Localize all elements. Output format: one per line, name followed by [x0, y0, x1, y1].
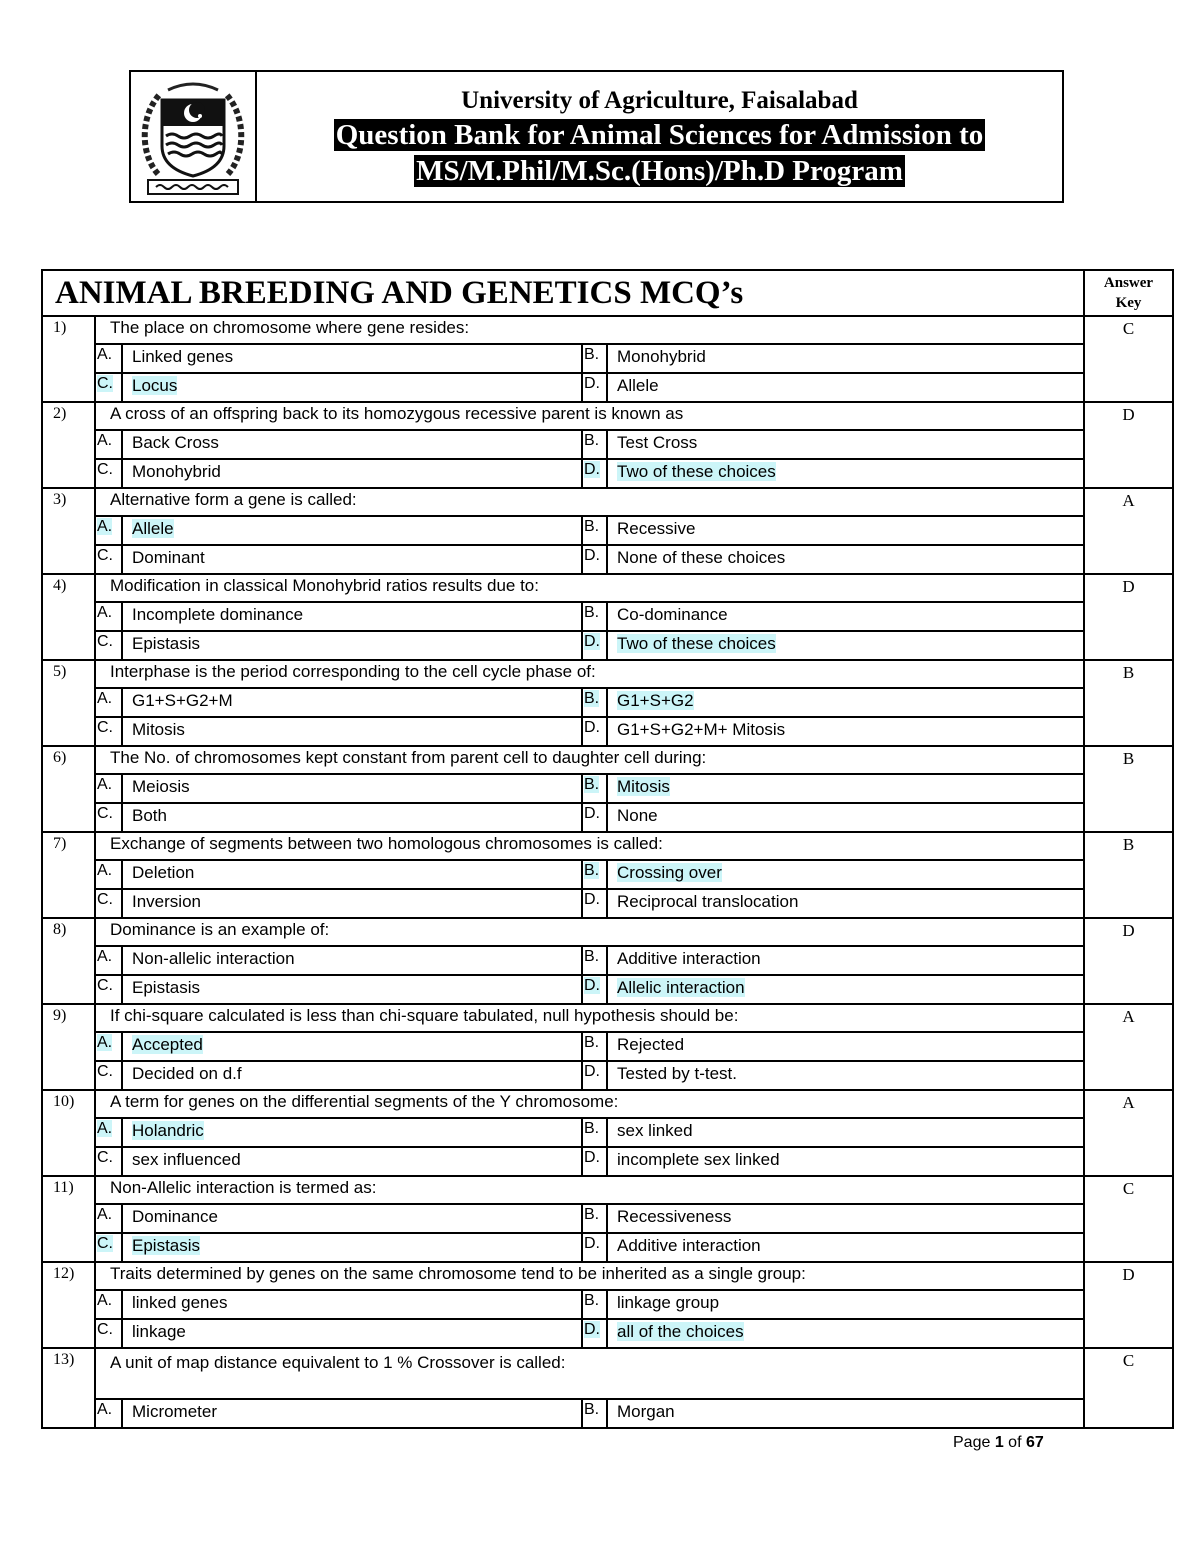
option-text: Both [122, 803, 582, 832]
section-title: ANIMAL BREEDING AND GENETICS MCQ’s [42, 270, 1084, 316]
question-text: The No. of chromosomes kept constant from parent cell to daughter cell during: [95, 746, 1084, 774]
question-row [42, 574, 1173, 602]
options-row [42, 459, 1173, 488]
option-text: Accepted [122, 1032, 582, 1061]
option-text: Epistasis [122, 975, 582, 1004]
question-number: 8) [42, 918, 95, 1004]
options-row [42, 889, 1173, 918]
options-row [42, 545, 1173, 574]
question-number: 7) [42, 832, 95, 918]
question-text: A cross of an offspring back to its homozygous recessive parent is known as [95, 402, 1084, 430]
mcq-table-body [42, 270, 1173, 1428]
option-letter: B. [582, 1032, 607, 1061]
option-letter: A. [95, 946, 122, 975]
question-row [42, 1176, 1173, 1204]
options-row [42, 803, 1173, 832]
options-row [42, 946, 1173, 975]
option-letter: A. [95, 1118, 122, 1147]
option-text: linked genes [122, 1290, 582, 1319]
option-text: Dominant [122, 545, 582, 574]
option-letter: C. [95, 459, 122, 488]
options-row [42, 1118, 1173, 1147]
option-text: Monohybrid [122, 459, 582, 488]
option-letter: B. [582, 1118, 607, 1147]
option-letter: A. [95, 1399, 122, 1428]
option-text: Meiosis [122, 774, 582, 803]
options-row [42, 373, 1173, 402]
option-letter: A. [95, 430, 122, 459]
question-number: 11) [42, 1176, 95, 1262]
document-header [129, 70, 1064, 203]
question-text: The place on chromosome where gene resides: [95, 316, 1084, 344]
answer-key-header [1084, 270, 1173, 316]
option-text: Rejected [607, 1032, 1084, 1061]
option-letter: D. [582, 803, 607, 832]
option-letter: B. [582, 430, 607, 459]
option-letter: D. [582, 717, 607, 746]
question-number: 6) [42, 746, 95, 832]
question-row [42, 1004, 1173, 1032]
answer-key-value: A [1084, 488, 1173, 574]
option-letter: C. [95, 975, 122, 1004]
option-text: Non-allelic interaction [122, 946, 582, 975]
option-text: Monohybrid [607, 344, 1084, 373]
options-row [42, 688, 1173, 717]
option-text: Recessiveness [607, 1204, 1084, 1233]
option-text: sex linked [607, 1118, 1084, 1147]
option-letter: B. [582, 1399, 607, 1428]
options-row [42, 1319, 1173, 1348]
option-text: Mitosis [607, 774, 1084, 803]
option-letter: A. [95, 860, 122, 889]
answer-key-value: A [1084, 1004, 1173, 1090]
question-text: Non-Allelic interaction is termed as: [95, 1176, 1084, 1204]
question-row [42, 316, 1173, 344]
university-seal-logo [138, 76, 248, 198]
answer-key-value: B [1084, 660, 1173, 746]
option-letter: C. [95, 1147, 122, 1176]
options-row [42, 344, 1173, 373]
answer-key-value: B [1084, 746, 1173, 832]
question-text: Dominance is an example of: [95, 918, 1084, 946]
option-letter: D. [582, 631, 607, 660]
options-row [42, 860, 1173, 889]
option-text: None [607, 803, 1084, 832]
option-text: Epistasis [122, 631, 582, 660]
option-letter: D. [582, 889, 607, 918]
option-text: Micrometer [122, 1399, 582, 1428]
option-text: Allelic interaction [607, 975, 1084, 1004]
option-letter: B. [582, 602, 607, 631]
answer-key-value: C [1084, 1348, 1173, 1428]
option-text: Two of these choices [607, 459, 1084, 488]
options-row [42, 1399, 1173, 1428]
question-row [42, 402, 1173, 430]
question-row [42, 918, 1173, 946]
question-bank-title-line-1: Question Bank for Animal Sciences for Admission to [335, 118, 984, 151]
question-number: 9) [42, 1004, 95, 1090]
option-letter: D. [582, 1061, 607, 1090]
question-number: 10) [42, 1090, 95, 1176]
option-letter: D. [582, 459, 607, 488]
options-row [42, 430, 1173, 459]
option-text: Tested by t-test. [607, 1061, 1084, 1090]
page-number: Page 1 of 67 [953, 1434, 1044, 1451]
option-text: G1+S+G2 [607, 688, 1084, 717]
option-text: linkage [122, 1319, 582, 1348]
option-letter: A. [95, 516, 122, 545]
option-letter: D. [582, 1233, 607, 1262]
question-number: 2) [42, 402, 95, 488]
answer-key-value: C [1084, 1176, 1173, 1262]
question-row [42, 1348, 1173, 1399]
question-text: A term for genes on the differential segments of the Y chromosome: [95, 1090, 1084, 1118]
mcq-table [41, 269, 1174, 1429]
option-text: Dominance [122, 1204, 582, 1233]
option-text: Holandric [122, 1118, 582, 1147]
option-letter: D. [582, 975, 607, 1004]
options-row [42, 1061, 1173, 1090]
option-letter: A. [95, 602, 122, 631]
option-text: Decided on d.f [122, 1061, 582, 1090]
option-letter: A. [95, 774, 122, 803]
option-text: Additive interaction [607, 1233, 1084, 1262]
question-text: Interphase is the period corresponding to the cell cycle phase of: [95, 660, 1084, 688]
option-text: Inversion [122, 889, 582, 918]
answer-key-value: D [1084, 1262, 1173, 1348]
question-number: 4) [42, 574, 95, 660]
question-row [42, 488, 1173, 516]
question-row [42, 1090, 1173, 1118]
option-letter: C. [95, 1319, 122, 1348]
options-row [42, 1204, 1173, 1233]
question-number: 1) [42, 316, 95, 402]
option-text: incomplete sex linked [607, 1147, 1084, 1176]
option-text: all of the choices [607, 1319, 1084, 1348]
options-row [42, 602, 1173, 631]
option-text: Additive interaction [607, 946, 1084, 975]
option-letter: D. [582, 373, 607, 402]
university-logo-cell [131, 72, 257, 201]
option-text: None of these choices [607, 545, 1084, 574]
option-letter: D. [582, 1319, 607, 1348]
option-letter: B. [582, 1204, 607, 1233]
option-letter: C. [95, 1061, 122, 1090]
options-row [42, 717, 1173, 746]
option-letter: D. [582, 1147, 607, 1176]
option-letter: C. [95, 1233, 122, 1262]
option-text: Linked genes [122, 344, 582, 373]
university-name: University of Agriculture, Faisalabad [461, 86, 858, 114]
question-text: Alternative form a gene is called: [95, 488, 1084, 516]
answer-key-value: D [1084, 574, 1173, 660]
option-text: linkage group [607, 1290, 1084, 1319]
option-letter: C. [95, 545, 122, 574]
option-text: Two of these choices [607, 631, 1084, 660]
options-row [42, 1032, 1173, 1061]
option-text: Allele [122, 516, 582, 545]
options-row [42, 1290, 1173, 1319]
question-bank-title-line-2: MS/M.Phil/M.Sc.(Hons)/Ph.D Program [416, 154, 903, 187]
question-text: A unit of map distance equivalent to 1 % Crossover is called: [95, 1348, 1084, 1399]
section-header-row [42, 270, 1173, 316]
option-text: Locus [122, 373, 582, 402]
question-text: Exchange of segments between two homologous chromosomes is called: [95, 832, 1084, 860]
question-text: Traits determined by genes on the same chromosome tend to be inherited as a single group: [95, 1262, 1084, 1290]
option-text: Back Cross [122, 430, 582, 459]
question-row [42, 746, 1173, 774]
question-text: Modification in classical Monohybrid ratios results due to: [95, 574, 1084, 602]
option-text: Allele [607, 373, 1084, 402]
option-text: G1+S+G2+M+ Mitosis [607, 717, 1084, 746]
option-letter: A. [95, 1204, 122, 1233]
header-title-block [257, 72, 1062, 201]
option-letter: A. [95, 344, 122, 373]
question-number: 3) [42, 488, 95, 574]
option-letter: A. [95, 688, 122, 717]
option-text: Morgan [607, 1399, 1084, 1428]
question-number: 13) [42, 1348, 95, 1428]
option-text: Incomplete dominance [122, 602, 582, 631]
options-row [42, 631, 1173, 660]
option-letter: A. [95, 1032, 122, 1061]
option-letter: C. [95, 631, 122, 660]
option-letter: B. [582, 774, 607, 803]
option-text: Mitosis [122, 717, 582, 746]
options-row [42, 975, 1173, 1004]
option-letter: C. [95, 803, 122, 832]
option-text: sex influenced [122, 1147, 582, 1176]
option-text: Recessive [607, 516, 1084, 545]
option-text: Epistasis [122, 1233, 582, 1262]
option-letter: C. [95, 373, 122, 402]
question-number: 12) [42, 1262, 95, 1348]
answer-key-value: A [1084, 1090, 1173, 1176]
question-row [42, 832, 1173, 860]
question-row [42, 660, 1173, 688]
option-letter: B. [582, 860, 607, 889]
answer-key-value: B [1084, 832, 1173, 918]
option-letter: B. [582, 688, 607, 717]
option-letter: C. [95, 889, 122, 918]
answer-key-label-2: Key [1115, 295, 1142, 311]
option-text: Co-dominance [607, 602, 1084, 631]
answer-key-value: D [1084, 402, 1173, 488]
answer-key-label-1: Answer [1103, 275, 1154, 291]
options-row [42, 516, 1173, 545]
options-row [42, 774, 1173, 803]
option-letter: B. [582, 516, 607, 545]
option-letter: B. [582, 946, 607, 975]
option-letter: B. [582, 344, 607, 373]
options-row [42, 1147, 1173, 1176]
question-text: If chi-square calculated is less than chi-square tabulated, null hypothesis should be: [95, 1004, 1084, 1032]
options-row [42, 1233, 1173, 1262]
option-text: Reciprocal translocation [607, 889, 1084, 918]
answer-key-value: C [1084, 316, 1173, 402]
option-text: Deletion [122, 860, 582, 889]
option-letter: D. [582, 545, 607, 574]
question-number: 5) [42, 660, 95, 746]
option-text: Crossing over [607, 860, 1084, 889]
question-row [42, 1262, 1173, 1290]
option-letter: C. [95, 717, 122, 746]
option-text: Test Cross [607, 430, 1084, 459]
answer-key-value: D [1084, 918, 1173, 1004]
option-letter: A. [95, 1290, 122, 1319]
option-letter: B. [582, 1290, 607, 1319]
option-text: G1+S+G2+M [122, 688, 582, 717]
